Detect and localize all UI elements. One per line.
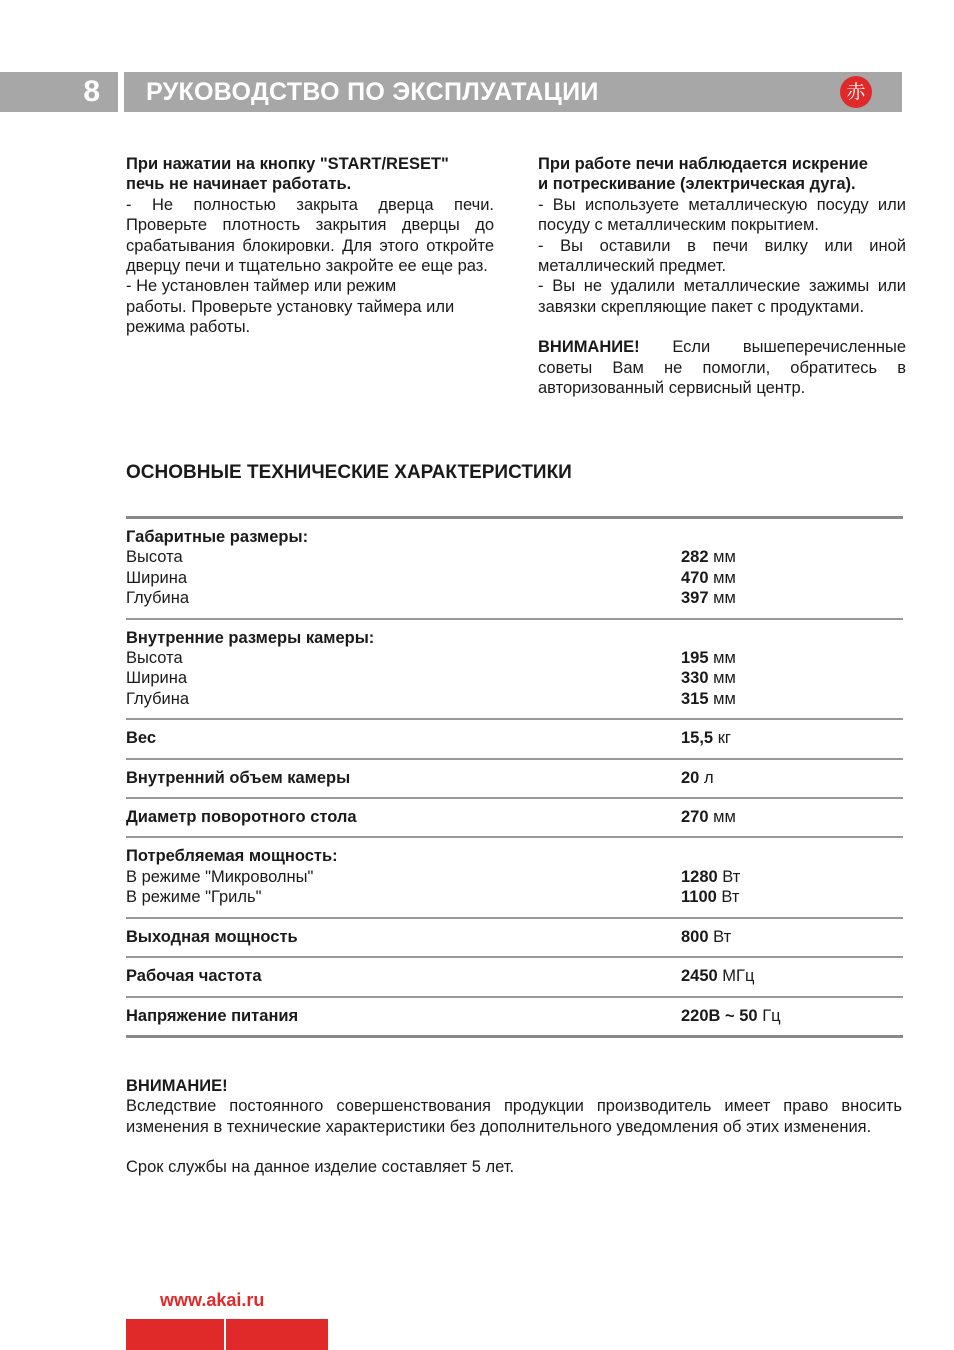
spec-line bbox=[126, 568, 903, 588]
spec-label: В режиме "Гриль" bbox=[126, 888, 262, 907]
spec-line bbox=[126, 668, 903, 688]
list-item: - Вы оставили в печи вилку или иной металлический предмет. bbox=[538, 236, 906, 276]
spec-row-frequency bbox=[126, 958, 903, 997]
section-title bbox=[538, 154, 906, 195]
spec-line bbox=[126, 867, 903, 887]
spec-group-title: Внутренние размеры камеры: bbox=[126, 628, 375, 647]
spec-group-title: Потребляемая мощность: bbox=[126, 847, 338, 866]
spec-row-inner-dimensions bbox=[126, 620, 903, 721]
spec-label: Высота bbox=[126, 548, 183, 567]
paragraph bbox=[126, 276, 494, 337]
title-line: печь не начинает работать. bbox=[126, 175, 352, 194]
spec-line bbox=[126, 648, 903, 668]
list-item: - Вы используете металлическую посуду или посуду с металлическим покрытием. bbox=[538, 195, 906, 235]
spec-line bbox=[126, 689, 903, 709]
spec-row-voltage bbox=[126, 998, 903, 1035]
spec-line bbox=[126, 728, 903, 748]
spec-label: Высота bbox=[126, 649, 183, 668]
spec-line bbox=[126, 966, 903, 986]
header-bar bbox=[124, 72, 902, 112]
spec-value: 195 мм bbox=[681, 649, 736, 668]
spec-line bbox=[126, 927, 903, 947]
spec-label: Ширина bbox=[126, 568, 188, 587]
spec-value: 1280 Вт bbox=[681, 867, 741, 886]
spec-label: Глубина bbox=[126, 589, 190, 608]
spec-line bbox=[126, 588, 903, 608]
specs-table bbox=[126, 516, 903, 1038]
spec-row-volume bbox=[126, 760, 903, 799]
page-title: РУКОВОДСТВО ПО ЭКСПЛУАТАЦИИ bbox=[146, 78, 599, 106]
spec-line bbox=[126, 1006, 903, 1026]
spec-row-dimensions bbox=[126, 519, 903, 620]
warning-text: Если вышеперечисленные советы Вам не помогли, обратитесь в авторизованный сервисный центр. bbox=[538, 338, 906, 398]
akai-logo-icon: 赤 bbox=[840, 76, 872, 108]
spec-value: 220В ~ 50 Гц bbox=[681, 1006, 781, 1025]
page-number: 8 bbox=[0, 72, 118, 112]
warning-label: ВНИМАНИЕ! bbox=[538, 338, 640, 357]
notice bbox=[126, 1076, 902, 1178]
spec-label: Глубина bbox=[126, 689, 190, 708]
warning-paragraph bbox=[538, 337, 906, 398]
spec-line bbox=[126, 807, 903, 827]
specs-heading: ОСНОВНЫЕ ТЕХНИЧЕСКИЕ ХАРАКТЕРИСТИКИ bbox=[126, 462, 572, 483]
spec-value: 800 Вт bbox=[681, 927, 732, 946]
text-line: работы. Проверьте установку таймера или bbox=[126, 297, 455, 316]
spec-line bbox=[126, 887, 903, 907]
notice-text: Вследствие постоянного совершенствования продукции производитель имеет право вносить изменения в технические характеристики без дополнительного уведомления об этих изменения. bbox=[126, 1097, 902, 1136]
spec-row-turntable bbox=[126, 799, 903, 838]
spec-label: Ширина bbox=[126, 669, 188, 688]
troubleshoot-sparking bbox=[538, 154, 906, 398]
spec-label: В режиме "Микроволны" bbox=[126, 867, 314, 886]
text-line: режима работы. bbox=[126, 318, 251, 337]
spec-label: Напряжение питания bbox=[126, 1006, 299, 1025]
title-line: При работе печи наблюдается искрение bbox=[538, 155, 868, 173]
spec-group-title: Габаритные размеры: bbox=[126, 528, 309, 546]
spec-value: 1100 Вт bbox=[681, 888, 740, 907]
notice-title: ВНИМАНИЕ! bbox=[126, 1077, 228, 1095]
spec-value: 20 л bbox=[681, 768, 714, 787]
spec-value: 315 мм bbox=[681, 689, 736, 708]
footer-url-link[interactable]: www.akai.ru bbox=[160, 1290, 265, 1310]
spec-label: Внутренний объем камеры bbox=[126, 768, 351, 787]
spec-value: 15,5 кг bbox=[681, 729, 731, 748]
spec-label: Выходная мощность bbox=[126, 927, 298, 946]
spec-value: 270 мм bbox=[681, 808, 736, 827]
text-line: - Не установлен таймер или режим bbox=[126, 277, 397, 296]
section-title bbox=[126, 154, 494, 195]
spec-label: Диаметр поворотного стола bbox=[126, 808, 357, 827]
spec-value: 470 мм bbox=[681, 568, 736, 587]
spec-line bbox=[126, 547, 903, 567]
service-life-text: Срок службы на данное изделие составляет 5 лет. bbox=[126, 1158, 515, 1177]
spec-value: 2450 МГц bbox=[681, 967, 755, 986]
list-item: - Вы не удалили металлические зажимы или завязки скрепляющие пакет с продуктами. bbox=[538, 277, 906, 316]
spec-row-output bbox=[126, 919, 903, 958]
footer-bar bbox=[126, 1319, 328, 1350]
title-line: и потрескивание (электрическая дуга). bbox=[538, 175, 856, 194]
troubleshoot-start-reset bbox=[126, 154, 494, 338]
spec-label: Рабочая частота bbox=[126, 967, 262, 986]
spec-value: 282 мм bbox=[681, 548, 736, 567]
title-line: При нажатии на кнопку "START/RESET" bbox=[126, 155, 449, 173]
spec-row-weight bbox=[126, 720, 903, 759]
spec-line bbox=[126, 768, 903, 788]
paragraph: - Не полностью закрыта дверца печи. Проверьте плотность закрытия дверцы до срабатывания блокировки. Для этого откройте дверцу печи и тщательно закройте ее еще раз. bbox=[126, 195, 494, 276]
spec-value: 330 мм bbox=[681, 669, 736, 688]
spec-row-power bbox=[126, 838, 903, 918]
spec-value: 397 мм bbox=[681, 589, 736, 608]
spec-label: Вес bbox=[126, 729, 157, 748]
